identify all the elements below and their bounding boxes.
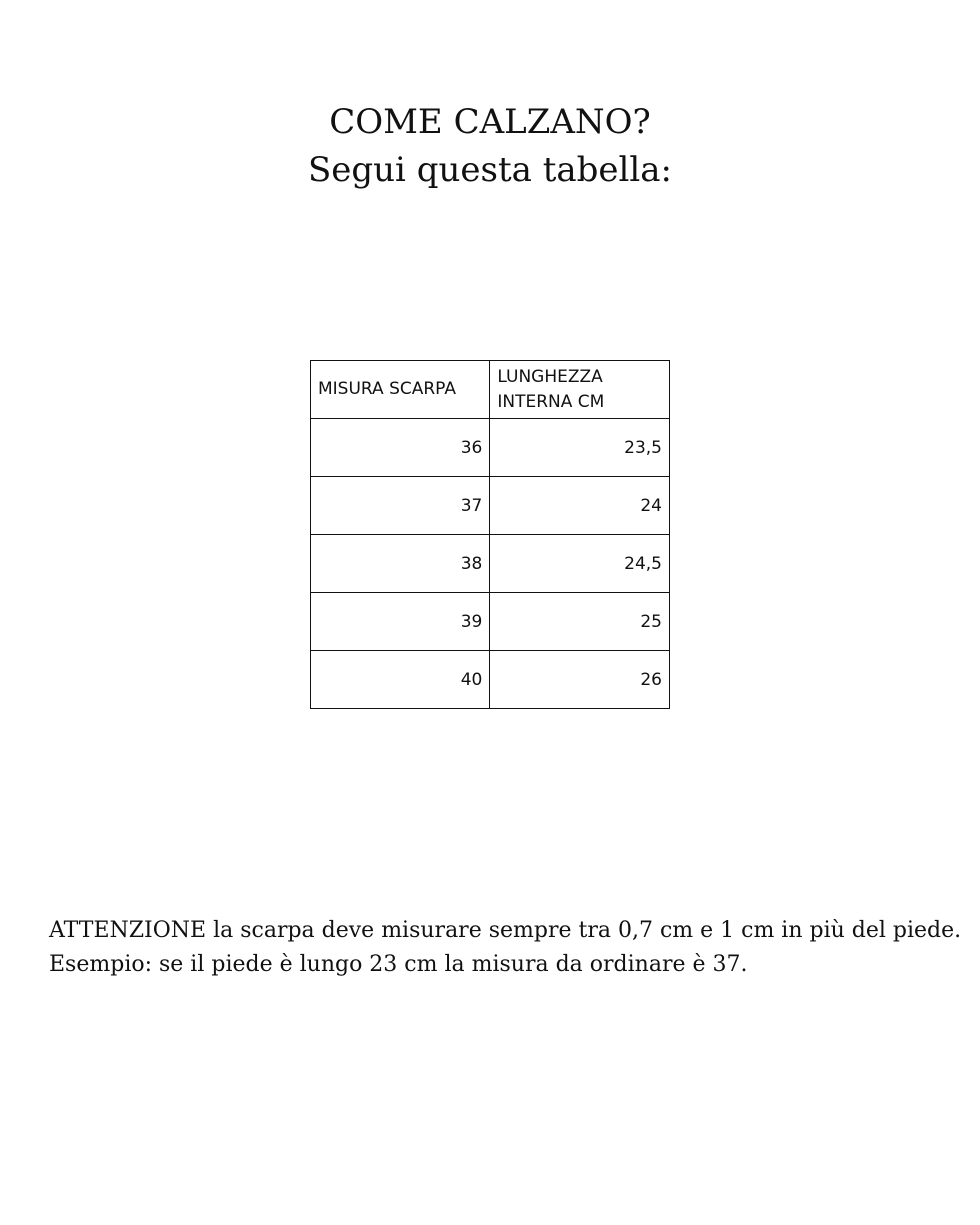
header-misura-scarpa: MISURA SCARPA [311,361,490,419]
page-title [0,98,980,194]
table-row [311,477,670,535]
cell-length: 24,5 [490,535,670,593]
cell-length: 24 [490,477,670,535]
header-lunghezza-label: LUNGHEZZA [497,366,603,387]
title-line-1: COME CALZANO? [329,102,651,142]
cell-size: 38 [311,535,490,593]
attention-note [49,914,962,982]
title-line-2: Segui questa tabella: [307,150,673,190]
table-header-row [311,361,670,419]
table-row [311,593,670,651]
table-row [311,419,670,477]
cell-size: 36 [311,419,490,477]
cell-size: 40 [311,651,490,709]
cell-length: 23,5 [490,419,670,477]
cell-size: 39 [311,593,490,651]
table-row [311,651,670,709]
cell-length: 26 [490,651,670,709]
cell-size: 37 [311,477,490,535]
note-line-1: ATTENZIONE la scarpa deve misurare sempre tra 0,7 cm e 1 cm in più del piede. [49,918,962,943]
cell-length: 25 [490,593,670,651]
header-lunghezza-interna [490,361,670,419]
note-line-2: Esempio: se il piede è lungo 23 cm la misura da ordinare è 37. [49,952,748,977]
size-table [310,360,670,709]
header-interna-cm-label: INTERNA CM [497,391,605,412]
table-row [311,535,670,593]
